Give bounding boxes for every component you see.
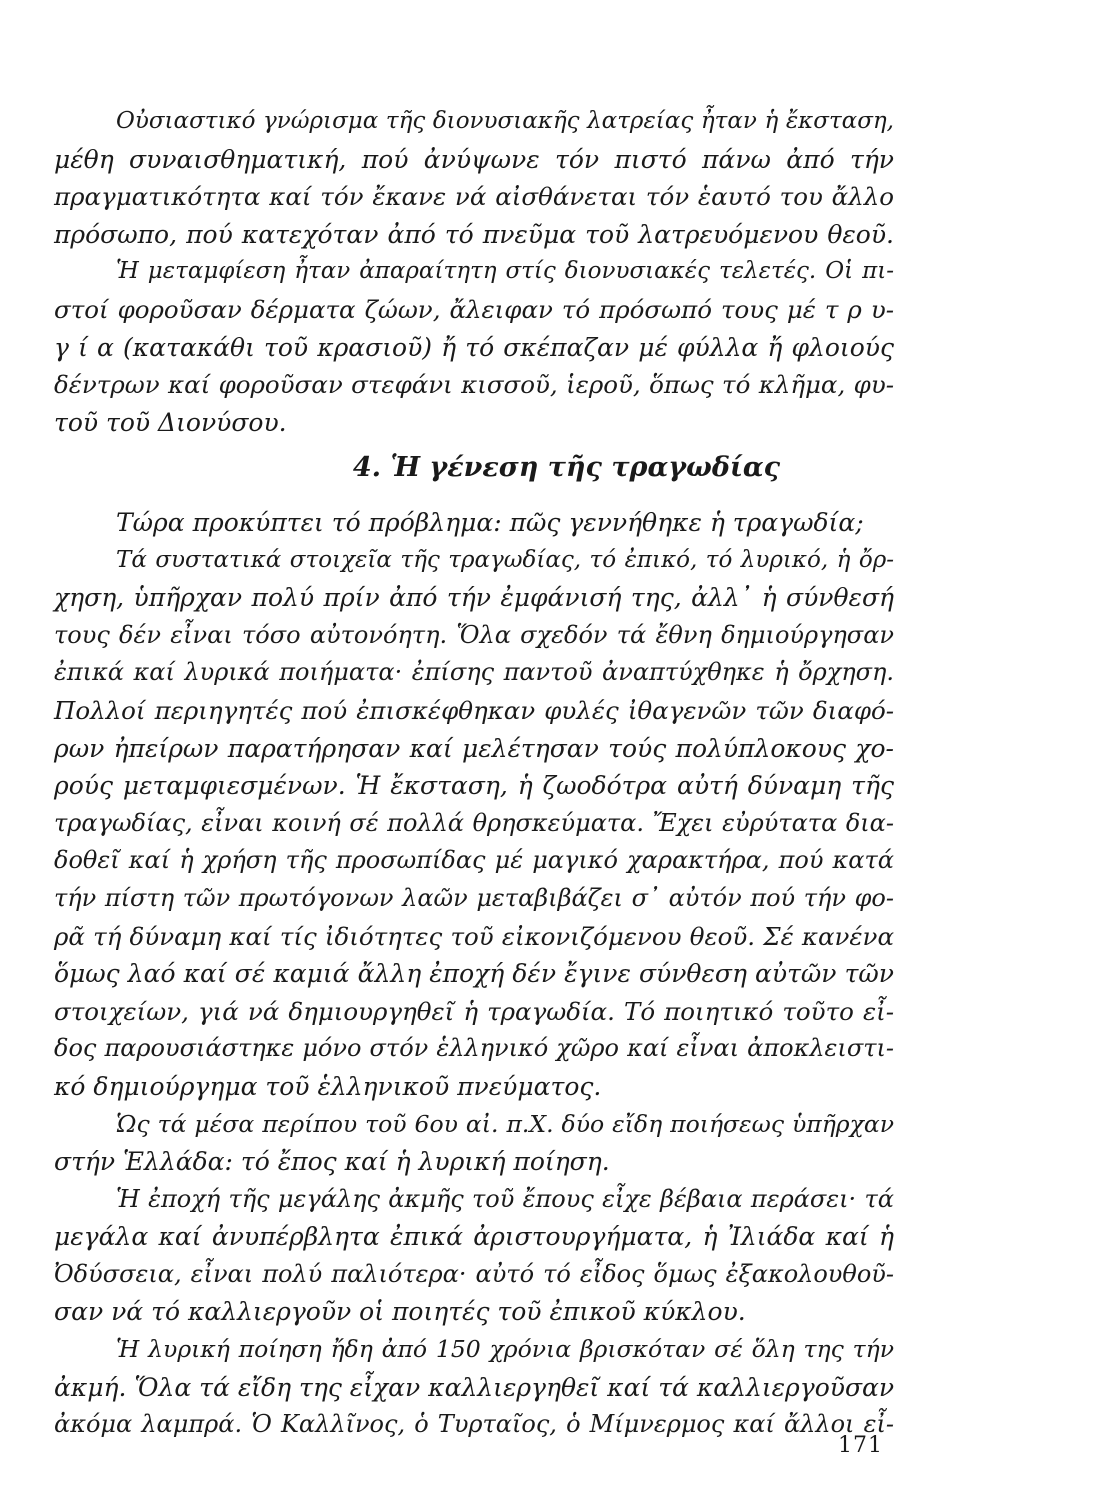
text-line: Ὡς τά μέσα περίπου τοῦ 6ου αἰ. π.Χ. δύο εἴδη ποιήσεως ὑπῆρχαν: [116, 1109, 894, 1138]
text-line: γ ί α (κατακάθι τοῦ κρασιοῦ) ἤ τό σκέπαζαν μέ φύλλα ἤ φλοιούς: [54, 332, 894, 362]
text-line: Ὀδύσσεια, εἶναι πολύ παλιότερα· αὐτό τό εἶδος ὅμως ἐξακολουθοῦ-: [54, 1259, 894, 1288]
text-line: πραγματικότητα καί τόν ἔκανε νά αἰσθάνεται τόν ἑαυτό του ἄλλο: [54, 182, 894, 212]
page-number: 171: [838, 1433, 883, 1458]
text-line: μεγάλα καί ἀνυπέρβλητα ἐπικά ἀριστουργήματα, ἡ Ἰλιάδα καί ἡ: [54, 1222, 894, 1252]
text-line: Πολλοί περιηγητές πού ἐπισκέφθηκαν φυλές ἰθαγενῶν τῶν διαφό-: [54, 695, 894, 725]
text-line: δος παρουσιάστηκε μόνο στόν ἑλληνικό χῶρο καί εἶναι ἀποκλειστι-: [54, 1034, 894, 1063]
text-line: ρων ἠπείρων παρατήρησαν καί μελέτησαν τούς πολύπλοκους χο-: [54, 733, 894, 763]
text-line: ἐπικά καί λυρικά ποιήματα· ἐπίσης παντοῦ ἀναπτύχθηκε ἡ ὄρχηση.: [54, 658, 894, 687]
text-line: χηση, ὑπῆρχαν πολύ πρίν ἀπό τήν ἐμφάνισή της, ἀλλ᾽ ἡ σύνθεσή: [54, 583, 894, 613]
text-line: στοιχείων, γιά νά δημιουργηθεῖ ἡ τραγωδία. Τό ποιητικό τοῦτο εἶ-: [54, 996, 894, 1026]
text-line: δέντρων καί φοροῦσαν στεφάνι κισσοῦ, ἱεροῦ, ὅπως τό κλῆμα, φυ-: [54, 370, 894, 400]
text-line: ρᾶ τή δύναμη καί τίς ἰδιότητες τοῦ εἰκονιζόμενου θεοῦ. Σέ κανένα: [54, 921, 894, 951]
text-line: Ἡ ἐποχή τῆς μεγάλης ἀκμῆς τοῦ ἔπους εἶχε βέβαια περάσει· τά: [116, 1184, 894, 1213]
text-line: τοῦ τοῦ Διονύσου.: [54, 407, 287, 437]
text-line: ἀκόμα λαμπρά. Ὁ Καλλῖνος, ὁ Τυρταῖος, ὁ Μίμνερμος καί ἄλλοι εἶ-: [54, 1410, 894, 1439]
text-line: πρόσωπο, πού κατεχόταν ἀπό τό πνεῦμα τοῦ λατρευόμενου θεοῦ.: [54, 219, 894, 249]
text-line: τραγωδίας, εἶναι κοινή σέ πολλά θρησκεύματα. Ἔχει εὐρύτατα δια-: [54, 808, 894, 837]
text-line: Τώρα προκύπτει τό πρόβλημα: πῶς γεννήθηκε ἡ τραγωδία;: [116, 508, 864, 537]
text-line: Ἡ λυρική ποίηση ἤδη ἀπό 150 χρόνια βρισκόταν σέ ὅλη της τήν: [116, 1335, 894, 1364]
text-line: δοθεῖ καί ἡ χρήση τῆς προσωπίδας μέ μαγικό χαρακτήρα, πού κατά: [54, 846, 894, 875]
text-line: στοί φοροῦσαν δέρματα ζώων, ἄλειφαν τό πρόσωπό τους μέ τ ρ υ-: [54, 294, 894, 324]
text-line: Ἡ μεταμφίεση ἦταν ἀπαραίτητη στίς διονυσιακές τελετές. Οἱ πι-: [116, 258, 894, 285]
text-line: στήν Ἑλλάδα: τό ἔπος καί ἡ λυρική ποίηση.: [54, 1147, 610, 1177]
text-line: τήν πίστη τῶν πρωτόγονων λαῶν μεταβιβάζει σ᾽ αὐτόν πού τήν φο-: [54, 883, 894, 912]
text-line: ὅμως λαό καί σέ καμιά ἄλλη ἐποχή δέν ἔγινε σύνθεση αὐτῶν τῶν: [54, 959, 894, 989]
section-heading: 4. Ἡ γένεση τῆς τραγωδίας: [352, 452, 781, 483]
text-line: τους δέν εἶναι τόσο αὐτονόητη. Ὅλα σχεδόν τά ἔθνη δημιούργησαν: [54, 620, 894, 649]
text-line: ρούς μεταμφιεσμένων. Ἡ ἔκσταση, ἡ ζωοδότρα αὐτή δύναμη τῆς: [54, 771, 894, 801]
paragraph-block-genesis-of-tragedy: [54, 504, 894, 1444]
text-line: κό δημιούργημα τοῦ ἑλληνικοῦ πνεύματος.: [54, 1071, 602, 1101]
text-line: Τά συστατικά στοιχεῖα τῆς τραγωδίας, τό ἐπικό, τό λυρικό, ἡ ὄρ-: [116, 546, 894, 573]
paragraph-block-dionysian-worship: [54, 103, 894, 441]
text-line: σαν νά τό καλλιεργοῦν οἱ ποιητές τοῦ ἐπικοῦ κύκλου.: [54, 1297, 746, 1327]
text-line: μέθη συναισθηματική, πού ἀνύψωνε τόν πιστό πάνω ἀπό τήν: [54, 144, 894, 174]
text-line: ἀκμή. Ὅλα τά εἴδη της εἶχαν καλλιεργηθεῖ καί τά καλλιεργοῦσαν: [54, 1372, 895, 1402]
text-line: Οὐσιαστικό γνώρισμα τῆς διονυσιακῆς λατρείας ἦταν ἡ ἔκσταση,: [116, 108, 894, 134]
